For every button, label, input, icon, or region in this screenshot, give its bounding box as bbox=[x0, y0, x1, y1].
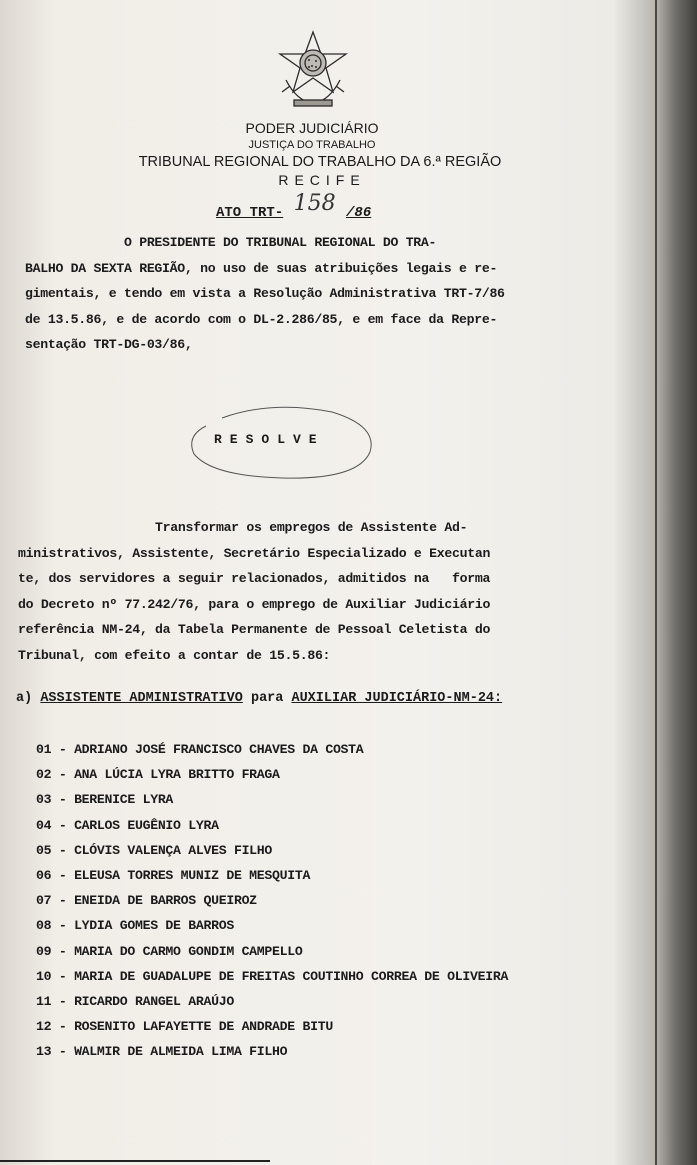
body-line: referência NM-24, da Tabela Permanente de Pessoal Celetista do bbox=[18, 622, 491, 637]
header-poder-judiciario: PODER JUDICIÁRIO bbox=[245, 120, 379, 136]
list-item: 02 - ANA LÚCIA LYRA BRITTO FRAGA bbox=[36, 767, 280, 783]
list-item: 10 - MARIA DE GUADALUPE DE FREITAS COUTINHO CORREA DE OLIVEIRA bbox=[36, 968, 509, 984]
preamble-line: de 13.5.86, e de acordo com o DL-2.286/85, e em face da Repre- bbox=[25, 311, 498, 327]
body-line: ministrativos, Assistente, Secretário Especializado e Executan bbox=[18, 545, 491, 561]
preamble-line: gimentais, e tendo em vista a Resolução Administrativa TRT-7/86 bbox=[25, 286, 505, 301]
list-item: 09 - MARIA DO CARMO GONDIM CAMPELLO bbox=[36, 943, 303, 959]
resolve-heading: RESOLVE bbox=[214, 432, 325, 447]
list-item: 13 - WALMIR DE ALMEIDA LIMA FILHO bbox=[36, 1044, 288, 1060]
list-item: 05 - CLÓVIS VALENÇA ALVES FILHO bbox=[36, 842, 273, 858]
brazil-coat-of-arms-icon bbox=[276, 30, 350, 110]
list-item: 01 - ADRIANO JOSÉ FRANCISCO CHAVES DA COSTA bbox=[36, 742, 364, 757]
act-year: /86 bbox=[346, 205, 372, 221]
section-a-para: para bbox=[250, 691, 284, 706]
list-item: 12 - ROSENITO LAFAYETTE DE ANDRADE BITU bbox=[36, 1019, 333, 1035]
preamble-line: BALHO DA SEXTA REGIÃO, no uso de suas atribuições legais e re- bbox=[25, 260, 498, 276]
list-item: 07 - ENEIDA DE BARROS QUEIROZ bbox=[36, 893, 257, 909]
section-a-to: AUXILIAR JUDICIÁRIO-NM-24: bbox=[291, 691, 503, 706]
servidores-list bbox=[36, 737, 508, 1065]
section-a-from: ASSISTENTE ADMINISTRATIVO bbox=[40, 691, 243, 706]
preamble-line: sentação TRT-DG-03/86, bbox=[25, 337, 193, 352]
list-item: 06 - ELEUSA TORRES MUNIZ DE MESQUITA bbox=[36, 868, 311, 884]
list-item: 11 - RICARDO RANGEL ARAÚJO bbox=[36, 994, 234, 1010]
act-prefix: ATO TRT- bbox=[216, 205, 284, 221]
bottom-rule bbox=[0, 1160, 270, 1162]
body-line: Transformar os empregos de Assistente Ad- bbox=[18, 520, 468, 535]
act-title bbox=[216, 191, 372, 222]
preamble-paragraph bbox=[25, 230, 505, 358]
header-city: RECIFE bbox=[278, 172, 366, 188]
section-a-label: a) bbox=[16, 691, 33, 706]
header-tribunal: TRIBUNAL REGIONAL DO TRABALHO DA 6.ª REGIÃO bbox=[138, 154, 502, 170]
section-a-heading bbox=[16, 691, 502, 706]
binding-edge bbox=[655, 0, 657, 1165]
body-paragraph bbox=[18, 515, 490, 668]
list-item: 04 - CARLOS EUGÊNIO LYRA bbox=[36, 817, 219, 833]
list-item: 08 - LYDIA GOMES DE BARROS bbox=[36, 918, 234, 934]
preamble-line: O PRESIDENTE DO TRIBUNAL REGIONAL DO TRA- bbox=[25, 235, 437, 250]
list-item: 03 - BERENICE LYRA bbox=[36, 792, 174, 808]
body-line: Tribunal, com efeito a contar de 15.5.86: bbox=[18, 647, 331, 663]
body-line: te, dos servidores a seguir relacionados, admitidos na forma bbox=[18, 571, 491, 586]
act-number-handwritten: 158 bbox=[293, 191, 336, 216]
body-line: do Decreto nº 77.242/76, para o emprego de Auxiliar Judiciário bbox=[18, 596, 491, 612]
header-justica-trabalho: JUSTIÇA DO TRABALHO bbox=[248, 139, 376, 151]
